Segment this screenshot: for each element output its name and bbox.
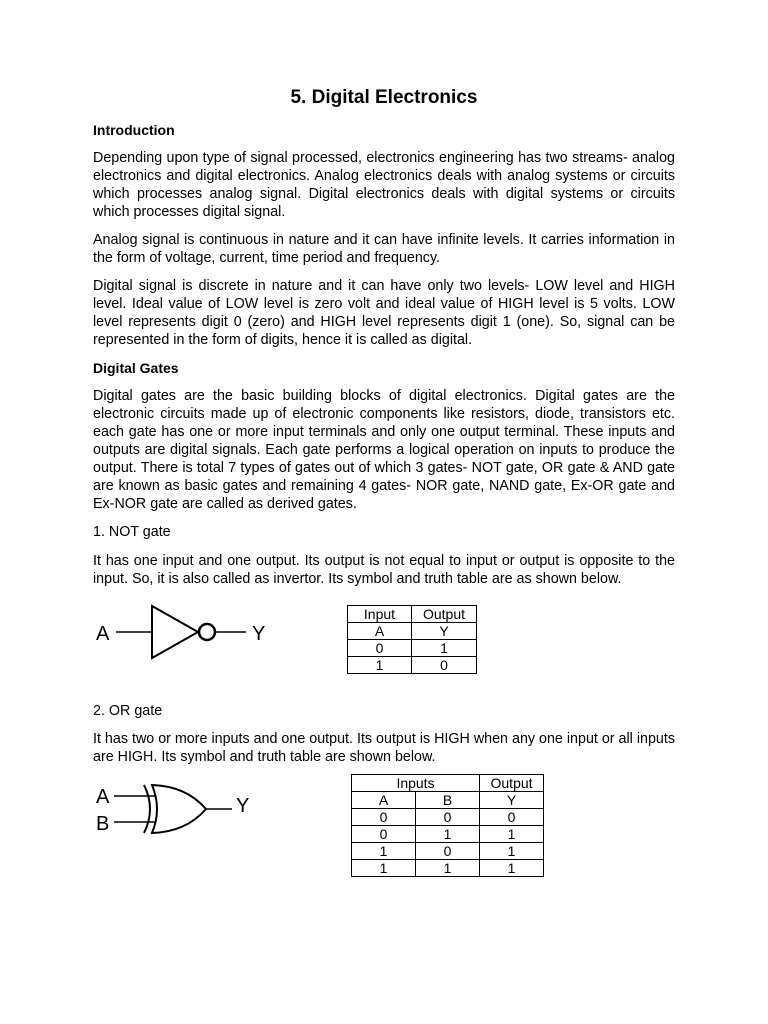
table-header-cell: Input bbox=[348, 606, 412, 623]
table-row bbox=[348, 640, 477, 657]
not-gate-input-label: A bbox=[96, 623, 110, 645]
table-row bbox=[352, 826, 544, 843]
introduction-heading: Introduction bbox=[93, 122, 175, 138]
or-gate-input-a-label: A bbox=[96, 786, 110, 808]
not-gate-label: 1. NOT gate bbox=[93, 524, 171, 540]
table-header-cell: Output bbox=[412, 606, 477, 623]
not-gate-output-label: Y bbox=[252, 623, 266, 645]
or-gate-description: It has two or more inputs and one output. Its output is HIGH when any one input or all inputs are HIGH. Its symbol and truth table are shown below. bbox=[93, 731, 675, 765]
table-subheader-row bbox=[352, 792, 544, 809]
table-cell: Y bbox=[412, 623, 477, 640]
table-cell: 1 bbox=[352, 843, 416, 860]
table-cell: 0 bbox=[412, 657, 477, 674]
table-subheader-row bbox=[348, 623, 477, 640]
table-cell: 1 bbox=[480, 826, 544, 843]
table-cell: 1 bbox=[412, 640, 477, 657]
table-cell: A bbox=[348, 623, 412, 640]
table-cell: B bbox=[416, 792, 480, 809]
table-header-row bbox=[352, 775, 544, 792]
intro-paragraph-1: Depending upon type of signal processed, electronics engineering has two streams- analog electronics and digital electronics. Analog electronics deals with analog systems or circuits which processes analog signal. Digital electronics deals with digital systems or circuits which processes digital signal. bbox=[93, 150, 675, 220]
or-gate-symbol bbox=[94, 780, 264, 838]
table-cell: Y bbox=[480, 792, 544, 809]
table-cell: 0 bbox=[348, 640, 412, 657]
or-gate-input-b-label: B bbox=[96, 813, 110, 835]
table-row bbox=[352, 809, 544, 826]
not-gate-description: It has one input and one output. Its output is not equal to input or output is opposite to the input. So, it is also called as invertor. Its symbol and truth table are as shown below. bbox=[93, 553, 675, 587]
table-row bbox=[352, 843, 544, 860]
intro-paragraph-3: Digital signal is discrete in nature and it can have only two levels- LOW level and HIGH level. Ideal value of LOW level is zero volt and ideal value of HIGH level is 5 volts. LOW level represents digit 0 (zero) and HIGH level represents digit 1 (one). So, signal can be represented in the form of digits, hence it is called as digital. bbox=[93, 278, 675, 348]
table-cell: 1 bbox=[480, 860, 544, 877]
table-cell: 1 bbox=[416, 860, 480, 877]
table-header-cell: Inputs bbox=[352, 775, 480, 792]
or-gate-label: 2. OR gate bbox=[93, 703, 163, 719]
digital-gates-paragraph: Digital gates are the basic building blocks of digital electronics. Digital gates are the electronic circuits made up of electronic components like resistors, diode, transistors etc. each gate has one or more input terminals and only one output terminal. These inputs and outputs are digital signals. Each gate performs a logical operation on inputs to produce the output. There is total 7 types of gates out of which 3 gates- NOT gate, OR gate & AND gate are known as basic gates and remaining 4 gates- NOR gate, NAND gate, Ex-OR gate and Ex-NOR gate are called as derived gates. bbox=[93, 388, 675, 512]
table-cell: 0 bbox=[480, 809, 544, 826]
digital-gates-heading: Digital Gates bbox=[93, 360, 179, 376]
table-cell: A bbox=[352, 792, 416, 809]
table-row bbox=[348, 657, 477, 674]
table-cell: 0 bbox=[352, 826, 416, 843]
page-title: 5. Digital Electronics bbox=[290, 87, 478, 108]
or-gate-output-label: Y bbox=[236, 795, 250, 817]
not-gate-symbol bbox=[94, 600, 280, 664]
table-header-row bbox=[348, 606, 477, 623]
or-gate-truth-table bbox=[351, 774, 544, 877]
table-cell: 1 bbox=[480, 843, 544, 860]
table-header-cell: Output bbox=[480, 775, 544, 792]
table-row bbox=[352, 860, 544, 877]
table-cell: 0 bbox=[416, 809, 480, 826]
table-cell: 0 bbox=[352, 809, 416, 826]
not-gate-truth-table bbox=[347, 605, 477, 674]
table-cell: 1 bbox=[348, 657, 412, 674]
table-cell: 1 bbox=[352, 860, 416, 877]
table-cell: 1 bbox=[416, 826, 480, 843]
table-cell: 0 bbox=[416, 843, 480, 860]
intro-paragraph-2: Analog signal is continuous in nature and it can have infinite levels. It carries information in the form of voltage, current, time period and frequency. bbox=[93, 232, 675, 266]
